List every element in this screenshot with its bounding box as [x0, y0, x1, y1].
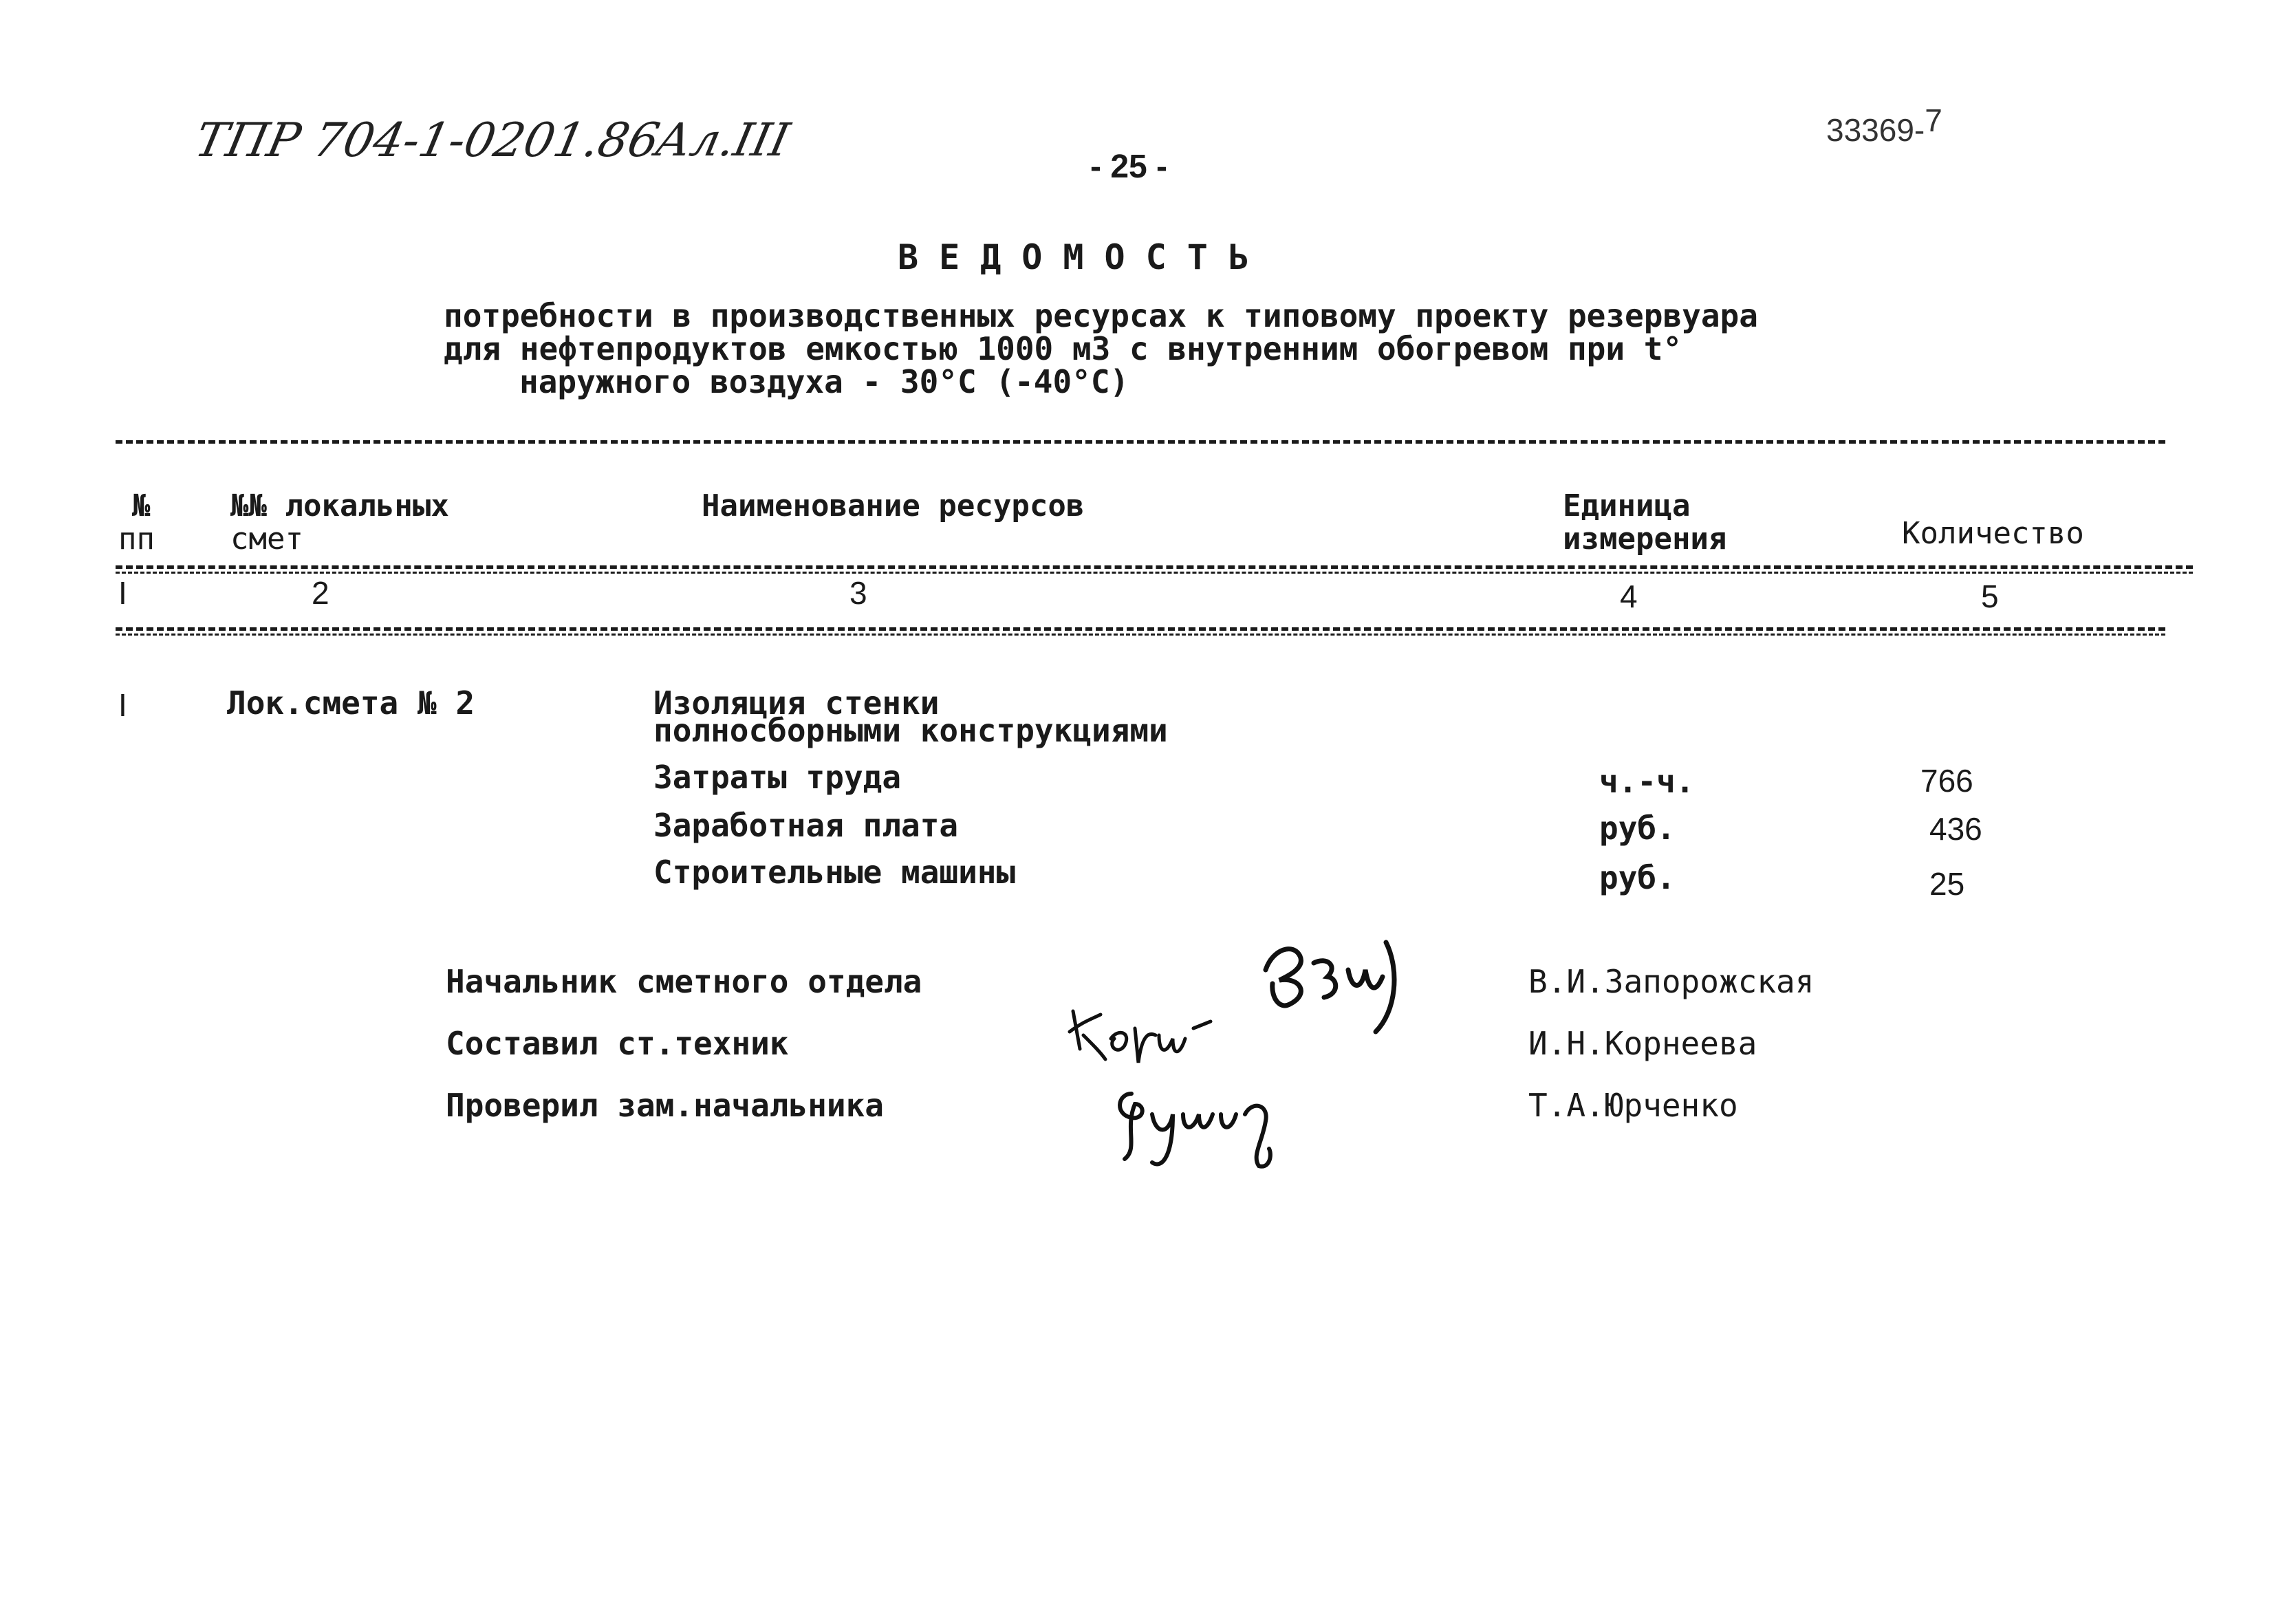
signature-chief-handwriting — [1252, 929, 1403, 1046]
col-header-unit — [1563, 490, 1726, 556]
row-resource-name: Затраты труда — [653, 759, 902, 796]
group-number: I — [118, 687, 127, 723]
col-number-3: 3 — [849, 575, 867, 611]
document-code-main: 33369- — [1826, 112, 1925, 148]
col-number-1: I — [118, 575, 127, 611]
signature-checker-handwriting — [1104, 1073, 1297, 1176]
table-numbers-rule — [116, 627, 2165, 631]
col-number-4: 4 — [1620, 578, 1638, 614]
group-title-line1: Изоляция стенки — [653, 684, 940, 722]
col-header-unit-line1: Единица — [1563, 488, 1691, 523]
group-smeta: Лок.смета № 2 — [227, 684, 475, 722]
col-header-num-line1: № — [132, 488, 151, 523]
page-number: - 25 - — [1090, 149, 1168, 185]
table-header-rule — [116, 565, 2193, 569]
signature-name-compiler: И.Н.Корнеева — [1528, 1025, 1757, 1062]
col-number-5: 5 — [1981, 578, 1999, 614]
signature-role-compiler: Составил ст.техник — [446, 1025, 789, 1062]
col-number-2: 2 — [312, 575, 329, 611]
col-header-name: Наименование ресурсов — [702, 488, 1085, 523]
subtitle-line-3: наружного воздуха - 30°С (-40°С) — [519, 363, 1129, 400]
row-resource-name: Заработная плата — [653, 807, 959, 844]
table-top-rule — [116, 440, 2165, 444]
col-header-num — [118, 490, 155, 556]
document-title: ВЕДОМОСТЬ — [898, 237, 1270, 277]
row-quantity: 436 — [1929, 811, 1982, 847]
signature-role-chief: Начальник сметного отдела — [446, 963, 922, 1000]
row-unit: руб. — [1599, 810, 1676, 847]
signature-compiler-handwriting — [1063, 997, 1221, 1073]
group-title-line2: полносборными конструкциями — [653, 712, 1168, 749]
document-code — [1826, 102, 1942, 149]
col-header-smeta-line2: смет — [230, 521, 303, 556]
row-quantity: 25 — [1929, 866, 1965, 902]
col-header-smeta — [230, 490, 449, 556]
handwritten-album-ref: Ал.III — [651, 113, 794, 166]
signature-name-checker: Т.А.Юрченко — [1528, 1087, 1738, 1124]
row-unit: руб. — [1599, 859, 1676, 896]
row-unit: ч.-ч. — [1599, 763, 1695, 800]
group-title — [653, 686, 1168, 747]
subtitle-line-2: для нефтепродуктов емкостью 1000 м3 с внутренним обогревом при t° — [444, 330, 1682, 367]
col-header-num-line2: пп — [118, 521, 155, 556]
subtitle-line-1: потребности в производственных ресурсах к типовому проекту резервуара — [444, 297, 1758, 334]
signature-role-checker: Проверил зам.начальника — [446, 1087, 884, 1124]
document-code-suffix: 7 — [1925, 102, 1942, 138]
row-quantity: 766 — [1920, 763, 1973, 799]
signature-name-chief: В.И.Запорожская — [1528, 963, 1815, 1000]
row-resource-name: Строительные машины — [653, 854, 1016, 891]
col-header-unit-line2: измерения — [1563, 521, 1727, 556]
col-header-smeta-line1: №№ локальных — [230, 488, 449, 523]
col-header-qty: Количество — [1902, 516, 2084, 551]
handwritten-project-ref: ТПР 704-1-0201.86 — [190, 113, 664, 168]
